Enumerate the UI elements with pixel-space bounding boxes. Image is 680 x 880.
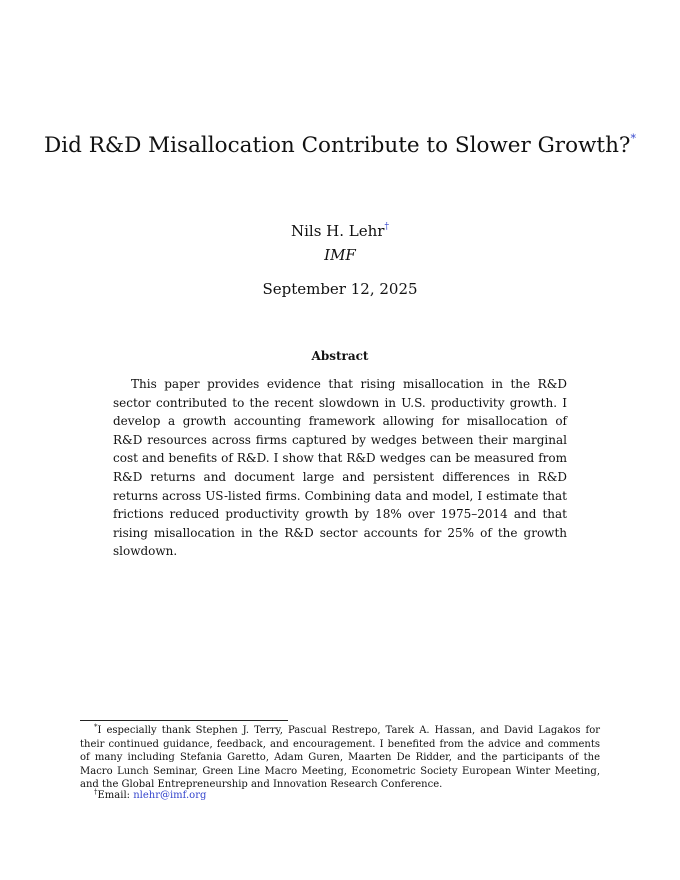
abstract-heading: Abstract (311, 349, 369, 363)
footnote-1-mark: * (94, 723, 98, 731)
author-affiliation: IMF (324, 246, 356, 264)
author-name (0, 221, 680, 241)
email-link[interactable]: nlehr@imf.org (133, 790, 207, 801)
author-name-text: Nils H. Lehr (291, 222, 385, 240)
author-footnote-link[interactable]: † (384, 222, 389, 232)
footnote-2-mark: † (94, 788, 98, 796)
footnote-2-label: Email: (97, 790, 134, 801)
paper-title-text: Did R&D Misallocation Contribute to Slower Growth? (44, 133, 631, 158)
abstract-body: This paper provides evidence that rising misallocation in the R&D sector contributed to the recent slowdown in U.S. productivity growth. I develop a growth accounting framework allowing for misallocation of R&D resources across firms captured by wedges between their marginal cost and benefits of R&D. I show that R&D wedges can be measured from R&D returns and document large and persistent differences in R&D returns across US-listed firms. Combining data and model, I estimate that frictions reduced productivity growth by 18% over 1975–2014 and that rising misallocation in the R&D sector accounts for 25% of the growth slowdown. (113, 377, 567, 559)
footnote-1 (80, 724, 600, 792)
paper-title (0, 132, 680, 160)
footnote-1-text: I especially thank Stephen J. Terry, Pascual Restrepo, Tarek A. Hassan, and David Lagakos for their continued guidance, feedback, and encouragement. I benefited from the advice and comments of many including Stefania Garetto, Adam Guren, Maarten De Ridder, and the participants of the Macro Lunch Seminar, Green Line Macro Meeting, Econometric Society European Winter Meeting, and the Global Entrepreneurship and Innovation Research Conference. (80, 725, 600, 791)
title-footnote-link[interactable]: * (630, 132, 636, 145)
footnote-2 (80, 789, 600, 803)
paper-date: September 12, 2025 (262, 280, 418, 298)
footnote-divider (80, 720, 288, 721)
